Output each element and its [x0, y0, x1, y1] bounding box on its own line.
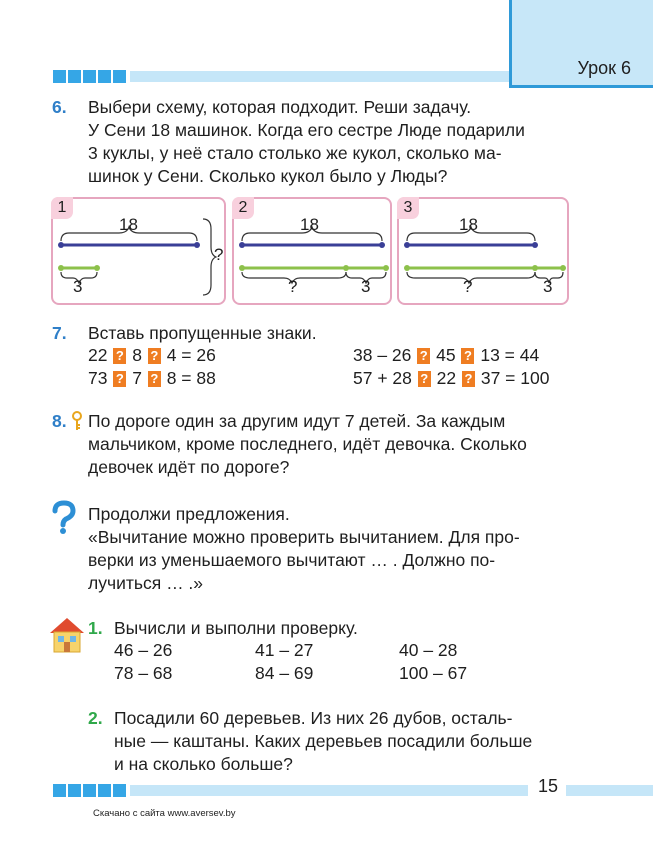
scheme-top-label: 18 — [119, 215, 138, 234]
task-text-line: По дороге один за другим идут 7 детей. За каждым — [88, 411, 506, 431]
house-icon — [48, 616, 86, 654]
task-number: 1. — [88, 618, 103, 638]
scheme-2[interactable] — [232, 197, 392, 305]
scheme-number: 2 — [232, 197, 254, 219]
task-text-line: Посадили 60 деревьев. Из них 26 дубов, осталь- — [114, 708, 513, 728]
header-bar — [130, 71, 515, 82]
expression: 46 – 26 — [114, 640, 173, 660]
expression: 78 – 68 — [114, 663, 173, 683]
missing-sign-box[interactable]: ? — [148, 348, 161, 364]
missing-sign-box[interactable]: ? — [417, 348, 430, 364]
task-number: 6. — [52, 97, 67, 117]
task-text-line: и на сколько больше? — [114, 754, 293, 774]
missing-sign-box[interactable]: ? — [113, 371, 126, 387]
expression: 40 – 28 — [399, 640, 458, 660]
scheme-3[interactable] — [397, 197, 569, 305]
scheme-bottom-left-label: ? — [288, 277, 298, 296]
footer-square — [98, 784, 111, 797]
footer-square — [68, 784, 81, 797]
task-number: 2. — [88, 708, 103, 728]
task-text-line: Выбери схему, которая подходит. Реши задачу. — [88, 97, 472, 117]
task-number: 7. — [52, 323, 67, 343]
missing-sign-box[interactable]: ? — [461, 348, 474, 364]
expression: 84 – 69 — [255, 663, 314, 683]
footer-square — [53, 784, 66, 797]
task-text-line: мальчиком, кроме последнего, идёт девочка. Сколько — [88, 434, 527, 454]
task-text-line: ные — каштаны. Каких деревьев посадили больше — [114, 731, 533, 751]
expression: 57 + 28 ? 22 ? 37 = 100 — [353, 368, 550, 388]
footer-bar — [566, 785, 653, 796]
lesson-tab — [509, 0, 653, 88]
footer-square — [113, 784, 126, 797]
expression: 73 ? 7 ? 8 = 88 — [88, 368, 216, 388]
expression: 22 ? 8 ? 4 = 26 — [88, 345, 216, 365]
task-text-line: 3 куклы, у неё стало столько же кукол, сколько ма- — [88, 143, 502, 163]
question-line: верки из уменьшаемого вычитают … . Должно по- — [88, 550, 496, 570]
expression: 100 – 67 — [399, 663, 468, 683]
header-square — [113, 70, 126, 83]
header-square — [98, 70, 111, 83]
header-square — [83, 70, 96, 83]
task-text-line: У Сени 18 машинок. Когда его сестре Люде подарили — [88, 120, 525, 140]
task-text-line: девочек идёт по дороге? — [88, 457, 290, 477]
key-icon — [71, 411, 83, 431]
scheme-top-label: 18 — [300, 215, 319, 234]
expression: 41 – 27 — [255, 640, 314, 660]
scheme-1[interactable] — [51, 197, 226, 305]
source-credit: Скачано с сайта www.aversev.by — [93, 808, 236, 819]
scheme-bottom-label: 3 — [73, 277, 83, 296]
question-line: лучиться … .» — [88, 573, 204, 593]
footer-bar — [130, 785, 528, 796]
question-mark-icon — [50, 500, 76, 534]
header-square — [68, 70, 81, 83]
scheme-bottom-right-label: 3 — [543, 277, 553, 296]
question-line: «Вычитание можно проверить вычитанием. Для про- — [88, 527, 520, 547]
task-text-line: шинок у Сени. Сколько кукол было у Люды? — [88, 166, 448, 186]
missing-sign-box[interactable]: ? — [113, 348, 126, 364]
scheme-top-label: 18 — [459, 215, 478, 234]
scheme-number: 3 — [397, 197, 419, 219]
expression: 38 – 26 ? 45 ? 13 = 44 — [353, 345, 540, 365]
scheme-side-label: ? — [214, 245, 224, 264]
lesson-title: Урок 6 — [577, 58, 631, 78]
scheme-bottom-left-label: ? — [463, 277, 473, 296]
footer-square — [83, 784, 96, 797]
question-line: Продолжи предложения. — [88, 504, 290, 524]
missing-sign-box[interactable]: ? — [418, 371, 431, 387]
page-number: 15 — [538, 776, 559, 796]
missing-sign-box[interactable]: ? — [462, 371, 475, 387]
missing-sign-box[interactable]: ? — [148, 371, 161, 387]
task-number: 8. — [52, 411, 67, 431]
task-title: Вставь пропущенные знаки. — [88, 323, 317, 343]
task-title: Вычисли и выполни проверку. — [114, 618, 358, 638]
scheme-bottom-right-label: 3 — [361, 277, 371, 296]
scheme-number: 1 — [51, 197, 73, 219]
header-square — [53, 70, 66, 83]
